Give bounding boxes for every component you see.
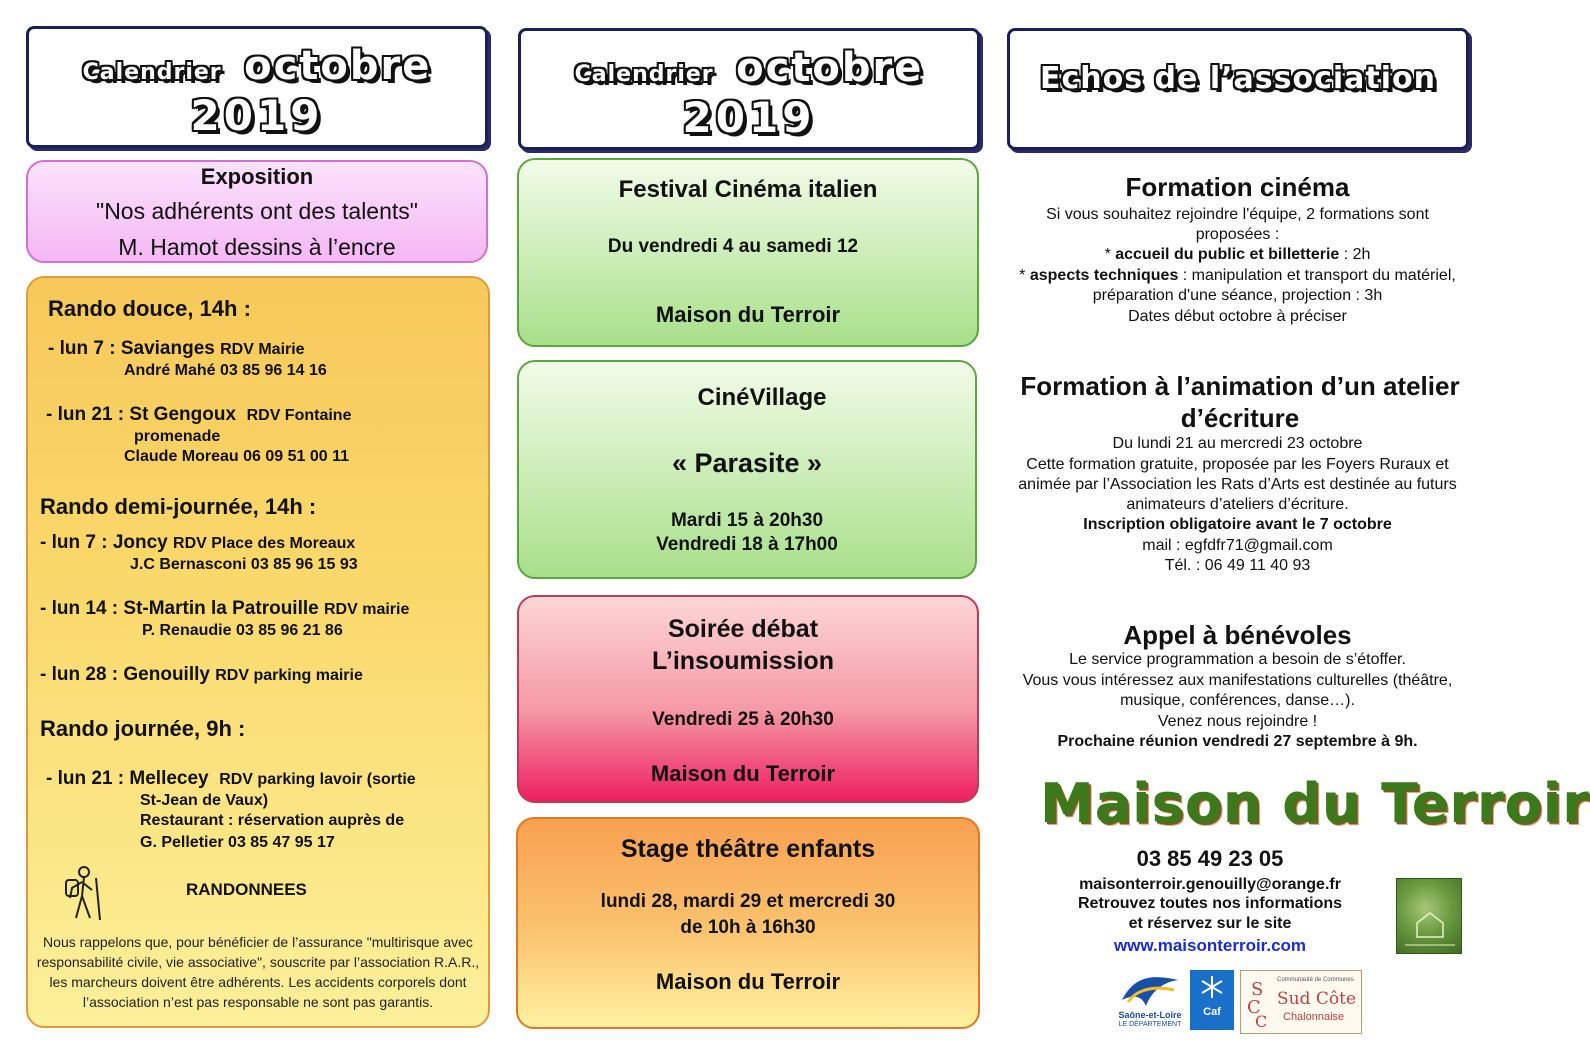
rando-douce-heading: Rando douce, 14h :: [48, 296, 251, 321]
exposition-quote: "Nos adhérents ont des talents": [96, 198, 418, 224]
rando-rdv: RDV mairie: [323, 601, 410, 618]
cine-title: CinéVillage: [697, 384, 827, 411]
stage-dates2: de 10h à 16h30: [680, 917, 816, 938]
atelier-tel: Tél. : 06 49 11 40 93: [1164, 557, 1311, 574]
rando-restaurant: Restaurant : réservation auprès de: [140, 812, 405, 829]
debat-title1: Soirée débat: [667, 615, 819, 643]
sl-label2: LE DÉPARTEMENT: [1118, 1021, 1182, 1028]
rando-journee-heading: Rando journée, 9h :: [40, 716, 246, 741]
rando-rdv: RDV parking mairie: [215, 667, 363, 684]
festival-place: Maison du Terroir: [655, 302, 841, 327]
rando-disclaimer: Nous rappelons que, pour bénéficier de l’assurance "multirisque avec responsabilité civile, vie associative", souscrite par l’association R.A.R., les marcheurs doivent être adhérents. Les accidents corporels dont l’association n’est pas responsable ne sont pas garantis.: [36, 934, 480, 1010]
rando-demi-heading: Rando demi-journée, 14h :: [40, 494, 317, 519]
rando-rdv: RDV Place des Moreaux: [173, 535, 356, 552]
svg-text:S: S: [1251, 979, 1264, 1000]
exposition-artist: M. Hamot dessins à l’encre: [118, 234, 396, 260]
rando-rdv: RDV Mairie: [220, 341, 305, 358]
calendar-word: Calendrier: [574, 62, 714, 87]
list-item: [40, 664, 363, 686]
rando-main: - lun 21 : St Gengoux: [46, 404, 237, 425]
atelier-dates: Du lundi 21 au mercredi 23 octobre: [1112, 435, 1363, 452]
formation-item2-rest: : manipulation et transport du matériel, préparation d'une séance, projection : 3h: [1092, 267, 1456, 304]
cinevillage-card: [517, 360, 977, 579]
list-item: [48, 338, 305, 360]
exposition-title: Exposition: [200, 164, 314, 189]
rando-main: - lun 14 : St-Martin la Patrouille: [40, 598, 319, 619]
scc-emblem-icon: [1245, 975, 1273, 1031]
festival-dates: Du vendredi 4 au samedi 12: [607, 236, 859, 257]
sud-main: Sud Côte: [1277, 989, 1357, 1009]
formation-item1-rest: : 2h: [1339, 246, 1371, 263]
calendar-year: 2019: [682, 93, 816, 142]
contact-email: maisonterroir.genouilly@orange.fr: [1079, 876, 1341, 893]
svg-text:C: C: [1255, 1012, 1268, 1031]
stage-place: Maison du Terroir: [655, 969, 841, 994]
atelier-mail: mail : egfdfr71@gmail.com: [1142, 537, 1333, 554]
list-item: [46, 404, 351, 426]
benevoles-line4: Prochaine réunion vendredi 27 septembre à 9h.: [1057, 733, 1418, 750]
caf-logo: [1190, 970, 1234, 1030]
saone-et-loire-logo: [1118, 970, 1182, 1030]
sud-sub: Chalonnaise: [1283, 1011, 1345, 1023]
cine-film: « Parasite »: [671, 448, 823, 478]
rando-main: - lun 28 : Genouilly: [40, 664, 210, 685]
contact-phone: 03 85 49 23 05: [1136, 846, 1284, 871]
randonnees-label: RANDONNEES: [186, 880, 307, 899]
debat-place: Maison du Terroir: [650, 761, 836, 786]
benevoles-title: Appel à bénévoles: [1123, 620, 1352, 650]
formation-dates: Dates début octobre à préciser: [1128, 308, 1347, 325]
formation-item2-bold: aspects techniques: [1029, 267, 1179, 284]
exposition-card: [26, 160, 488, 263]
debat-date: Vendredi 25 à 20h30: [652, 709, 834, 730]
rando-contact: André Mahé 03 85 96 14 16: [124, 362, 327, 379]
stage-card: [516, 817, 980, 1029]
snowflake-icon: [1190, 972, 1234, 1002]
formation-intro: Si vous souhaitez rejoindre l'équipe, 2 formations sont proposées :: [1046, 206, 1429, 243]
list-item: [40, 532, 355, 554]
rando-card: [26, 276, 490, 1028]
rando-rdv: RDV Fontaine: [246, 407, 352, 424]
benevoles-line1: Le service programmation a besoin de s’étoffer.: [1069, 651, 1406, 668]
festival-title: Festival Cinéma italien: [618, 176, 878, 203]
saone-et-loire-emblem-icon: [1118, 970, 1182, 1010]
rando-rdv-cont: St-Jean de Vaux): [140, 792, 269, 809]
sud-small: Communauté de Communes: [1277, 977, 1354, 983]
rando-contact: G. Pelletier 03 85 47 95 17: [140, 834, 335, 851]
festival-card: [517, 158, 979, 347]
formation-item1: * accueil du public et billetterie : 2h: [1104, 246, 1371, 263]
echos-title: Echos de l’association: [1040, 61, 1436, 96]
contact-line2: et réservez sur le site: [1128, 915, 1292, 932]
caf-label: Caf: [1203, 1006, 1221, 1018]
rando-rdv: RDV parking lavoir (sortie: [219, 771, 416, 788]
rando-contact: Claude Moreau 06 09 51 00 11: [124, 448, 350, 465]
cine-date2: Vendredi 18 à 17h00: [656, 534, 838, 555]
website-link[interactable]: www.maisonterroir.com: [1113, 936, 1307, 955]
sud-cote-logo: [1240, 970, 1362, 1034]
formation-item2: * aspects techniques : manipulation et transport du matériel, préparation d'une séance, projection : 3h: [1019, 267, 1456, 304]
rando-main: - lun 21 : Mellecey: [46, 768, 209, 789]
benevoles-line2: Vous vous intéressez aux manifestations culturelles (théâtre, musique, conférences, danse…).: [1022, 672, 1453, 709]
rando-main: - lun 7 : Savianges: [48, 338, 215, 359]
formation-item1-bold: accueil du public et billetterie: [1115, 246, 1340, 263]
stage-dates1: lundi 28, mardi 29 et mercredi 30: [600, 891, 896, 912]
contact-line1: Retrouvez toutes nos informations: [1077, 895, 1343, 912]
atelier-inscription: Inscription obligatoire avant le 7 octobre: [1083, 516, 1392, 533]
calendar-word: Calendrier: [82, 60, 222, 85]
stage-title: Stage théâtre enfants: [620, 835, 876, 863]
maison-logo-text: Maison du Terroir: [1040, 772, 1590, 835]
formation-title: Formation cinéma: [1125, 172, 1350, 202]
echos-title-box: [1007, 28, 1469, 150]
calendar-title-box-left: [26, 26, 488, 148]
green-tree-logo: [1396, 878, 1462, 954]
debat-title2: L’insoumission: [652, 647, 834, 675]
rando-rdv-cont: promenade: [134, 428, 221, 445]
benevoles-line3: Venez nous rejoindre !: [1157, 713, 1318, 730]
rando-main: - lun 7 : Joncy: [40, 532, 168, 553]
list-item: [46, 768, 416, 790]
svg-text:C: C: [1247, 997, 1261, 1018]
calendar-title-box-center: [518, 28, 980, 150]
cine-date1: Mardi 15 à 20h30: [670, 510, 824, 531]
list-item: [40, 598, 409, 620]
hiker-icon: [60, 864, 106, 922]
atelier-title: Formation à l’animation d’un atelier d’écriture: [1020, 371, 1460, 433]
sl-label1: Saône-et-Loire: [1118, 1010, 1182, 1020]
debat-card: [517, 595, 979, 803]
calendar-month: octobre: [736, 45, 924, 91]
calendar-month: octobre: [244, 43, 432, 89]
calendar-year: 2019: [190, 91, 324, 140]
rando-contact: P. Renaudie 03 85 96 21 86: [142, 622, 343, 639]
atelier-desc: Cette formation gratuite, proposée par les Foyers Ruraux et animée par l’Association les Rats d’Arts est destinée au futurs animateurs d’ateliers d’écriture.: [1018, 456, 1457, 513]
house-icon: [1397, 879, 1463, 955]
rando-contact: J.C Bernasconi 03 85 96 15 93: [130, 556, 358, 573]
